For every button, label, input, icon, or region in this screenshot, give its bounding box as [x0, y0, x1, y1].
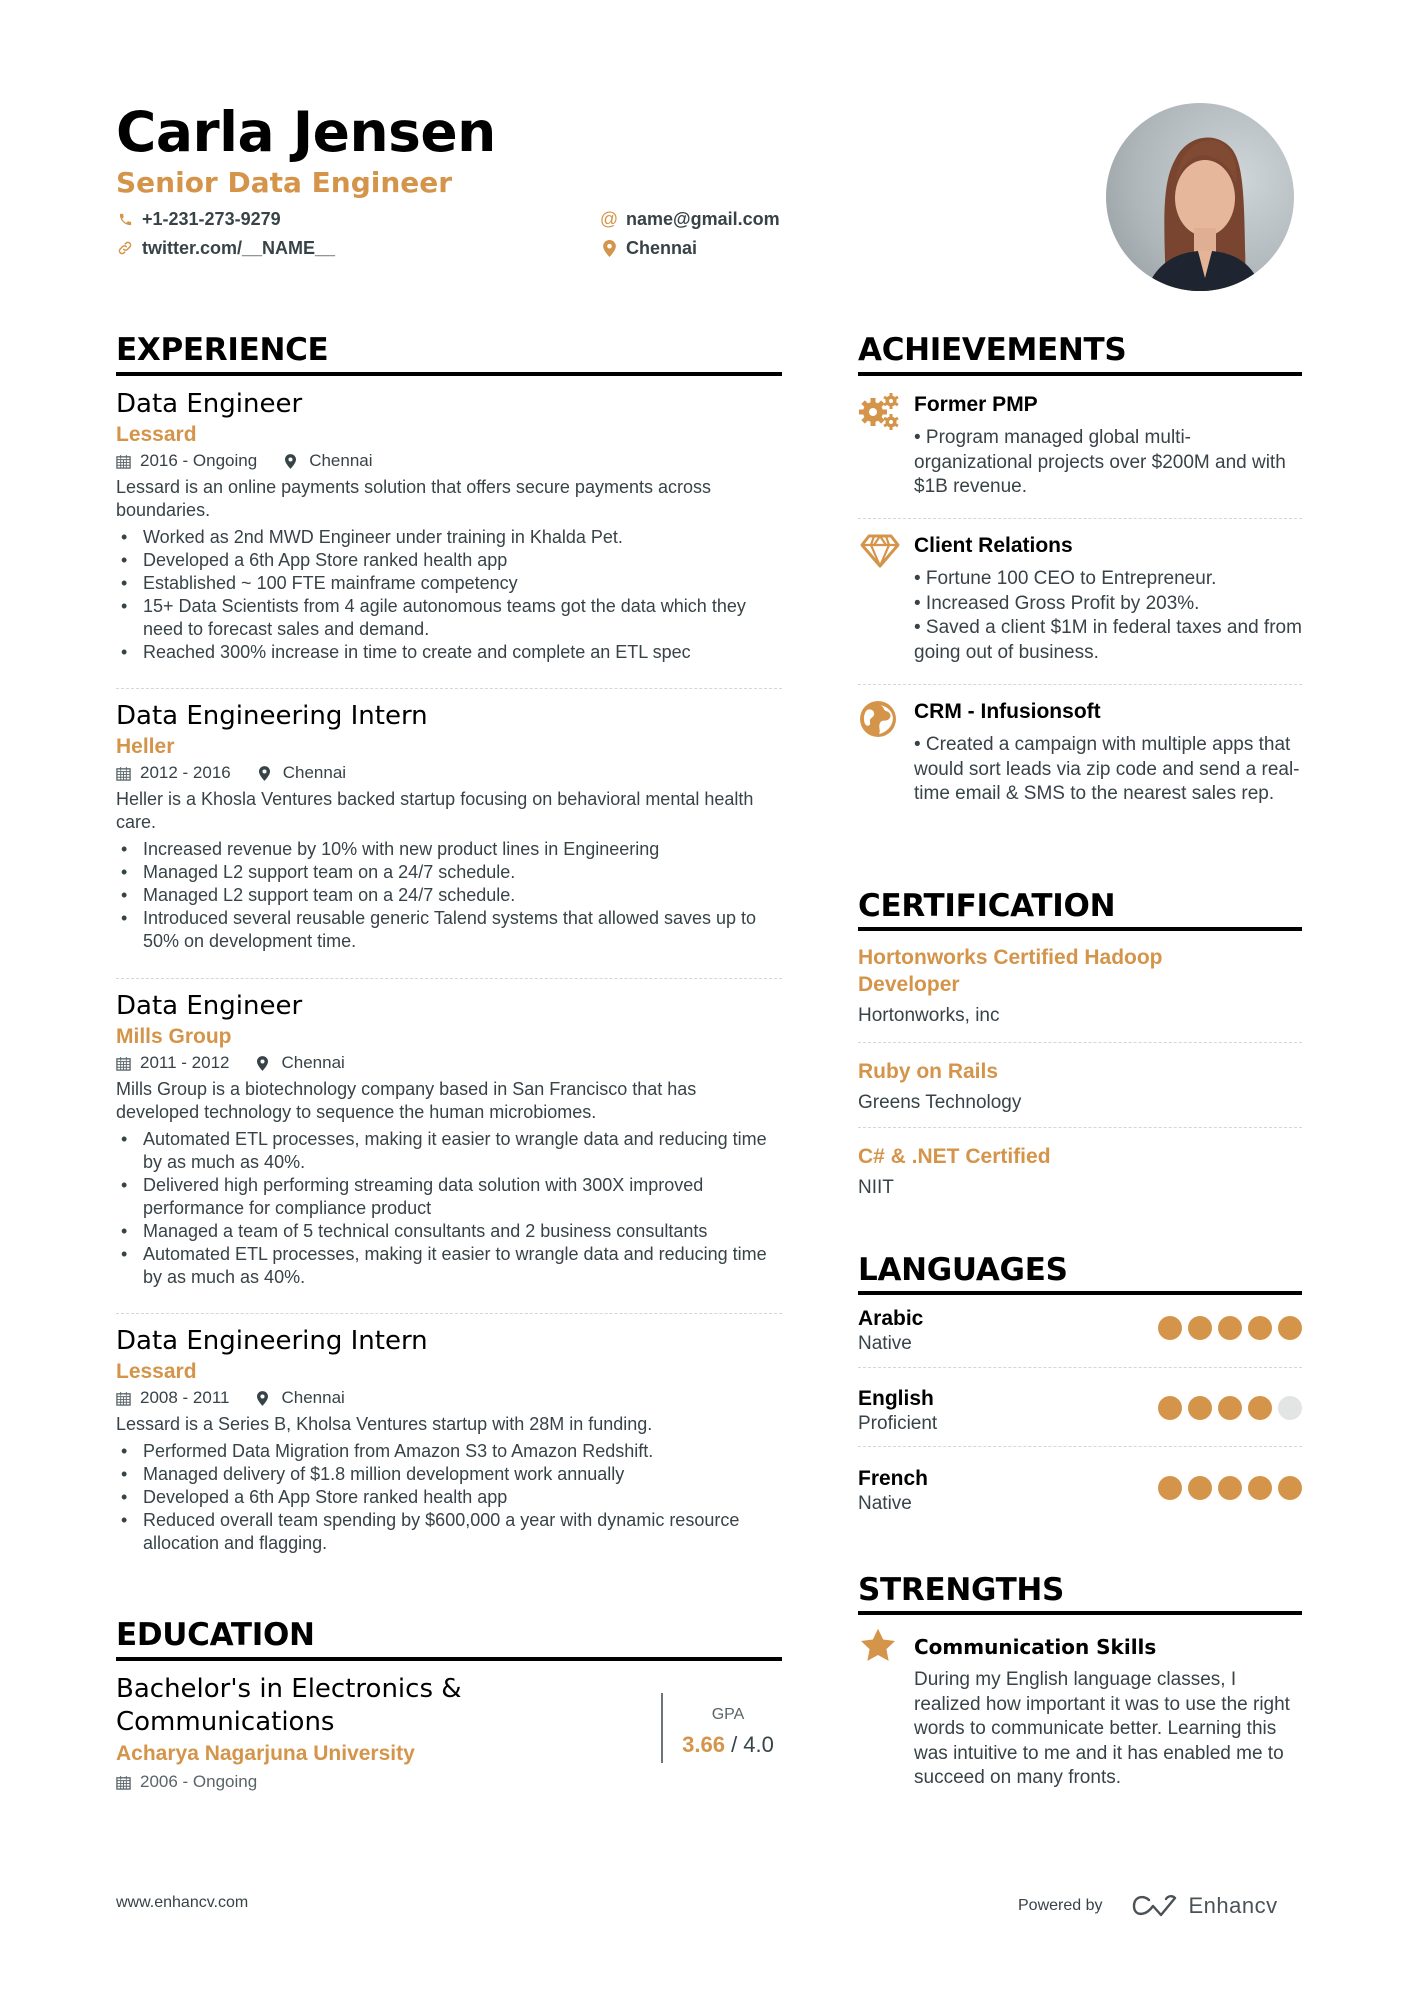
- job-bullets: [116, 526, 782, 664]
- job-role: Data Engineering Intern: [116, 1326, 428, 1356]
- cert-name: Hortonworks Certified Hadoop Developer: [858, 946, 1163, 996]
- section-title-languages: LANGUAGES: [858, 1252, 1068, 1288]
- achievement-item: [858, 699, 1302, 839]
- section-title-achievements: ACHIEVEMENTS: [858, 332, 1127, 368]
- job-location: Chennai: [282, 763, 347, 782]
- divider: [858, 1127, 1302, 1128]
- language-rating: [1158, 1476, 1302, 1500]
- phone-value: +1-231-273-9279: [142, 209, 281, 229]
- rating-dot-filled: [1158, 1396, 1182, 1420]
- certification-item: [858, 1058, 1238, 1115]
- job-bullets: [116, 838, 782, 953]
- email-value: name@gmail.com: [626, 209, 780, 229]
- achievement-line: • Increased Gross Profit by 203%.: [914, 592, 1200, 614]
- edu-school[interactable]: Acharya Nagarjuna University: [116, 1742, 415, 1765]
- footer-powered-by[interactable]: [1018, 1893, 1278, 1919]
- strength-body: During my English language classes, I realized how important it was to use the right words to communicate better. Learning this was intuitive to me and it has enabled me to succeed on many fronts.: [914, 1669, 1290, 1788]
- job-company[interactable]: Lessard: [116, 1360, 197, 1383]
- job-role: Data Engineer: [116, 389, 303, 419]
- rating-dot-filled: [1158, 1316, 1182, 1340]
- cert-issuer: Hortonworks, inc: [858, 1005, 1000, 1026]
- bullet: • Managed a team of 5 technical consultants and 2 business consultants: [116, 1220, 782, 1243]
- gears-icon: [858, 392, 900, 432]
- rating-dot-filled: [1158, 1476, 1182, 1500]
- language-name: French: [858, 1467, 929, 1490]
- cert-name: Ruby on Rails: [858, 1060, 999, 1083]
- cert-name: C# & .NET Certified: [858, 1145, 1051, 1168]
- bullet: • Performed Data Migration from Amazon S3 to Amazon Redshift.: [116, 1440, 782, 1463]
- job-company[interactable]: Heller: [116, 735, 175, 758]
- rating-dot-filled: [1248, 1316, 1272, 1340]
- divider: [858, 1042, 1302, 1043]
- achievement-body: [914, 567, 1302, 665]
- experience-item: [116, 388, 782, 664]
- bullet: • Developed a 6th App Store ranked health app: [116, 549, 782, 572]
- divider: [116, 978, 782, 979]
- calendar-icon: [116, 454, 132, 469]
- divider: [858, 518, 1302, 519]
- experience-item: [116, 700, 782, 953]
- achievement-body: • Created a campaign with multiple apps that would sort leads via zip code and send a real-time email & SMS to the nearest sales rep.: [914, 734, 1300, 804]
- bullet: • Managed L2 support team on a 24/7 schedule.: [116, 861, 782, 884]
- language-name: Arabic: [858, 1307, 924, 1330]
- achievement-line: • Saved a client $1M in federal taxes and from going out of business.: [914, 617, 1302, 663]
- achievement-title: Client Relations: [914, 534, 1073, 557]
- avatar: [1106, 103, 1294, 291]
- edu-dates: 2006 - Ongoing: [140, 1772, 258, 1791]
- language-name: English: [858, 1387, 934, 1410]
- gpa-score: 3.66: [682, 1732, 725, 1757]
- section-rule: [858, 372, 1302, 376]
- language-item: [858, 1466, 1302, 1518]
- achievement-body: • Program managed global multi-organizational projects over $200M and with $1B revenue.: [914, 427, 1286, 497]
- calendar-icon: [116, 1775, 132, 1790]
- bullet: • Reduced overall team spending by $600,000 a year with dynamic resource allocation and flagging.: [116, 1509, 782, 1555]
- strength-item: [858, 1628, 1302, 1818]
- bullet: • Increased revenue by 10% with new product lines in Engineering: [116, 838, 782, 861]
- section-rule: [858, 927, 1302, 931]
- experience-item: [116, 990, 782, 1289]
- candidate-name: Carla Jensen: [116, 100, 496, 164]
- job-location: Chennai: [281, 1388, 345, 1407]
- link-icon: [116, 240, 134, 256]
- gpa-max: / 4.0: [731, 1732, 774, 1757]
- gpa-value: [668, 1732, 788, 1758]
- job-description: Heller is a Khosla Ventures backed startup focusing on behavioral mental health care.: [116, 789, 754, 832]
- job-description: Mills Group is a biotechnology company based in San Francisco that has developed technology to sequence the human microbiomes.: [116, 1079, 697, 1122]
- achievement-item: [858, 533, 1302, 663]
- contact-link[interactable]: [116, 237, 335, 259]
- achievement-title: Former PMP: [914, 393, 1038, 416]
- experience-item: [116, 1325, 782, 1555]
- language-rating: [1158, 1396, 1302, 1420]
- language-rating: [1158, 1316, 1302, 1340]
- rating-dot-filled: [1218, 1476, 1242, 1500]
- edu-meta: [116, 1771, 636, 1793]
- section-title-education: EDUCATION: [116, 1617, 315, 1653]
- language-level: Native: [858, 1493, 912, 1514]
- edu-degree: Bachelor's in Electronics & Communications: [116, 1674, 462, 1737]
- link-value: twitter.com/__NAME__: [142, 238, 336, 258]
- gpa-label: GPA: [711, 1706, 745, 1723]
- globe-icon: [858, 699, 900, 739]
- diamond-icon: [858, 533, 900, 573]
- bullet: • Automated ETL processes, making it easier to wrangle data and reducing time by as much as 40%.: [116, 1128, 782, 1174]
- enhancv-logo-icon: [1131, 1893, 1179, 1919]
- job-role: Data Engineer: [116, 991, 303, 1021]
- location-pin-icon: [600, 240, 618, 257]
- job-dates: 2012 - 2016: [140, 763, 231, 782]
- job-location: Chennai: [309, 451, 373, 470]
- location-pin-icon: [259, 766, 275, 781]
- rating-dot-empty: [1278, 1396, 1302, 1420]
- job-meta: [116, 762, 782, 784]
- powered-by-label: Powered by: [1018, 1897, 1103, 1914]
- calendar-icon: [116, 1391, 132, 1406]
- divider: [858, 1367, 1302, 1368]
- contact-location: [600, 237, 697, 259]
- rating-dot-filled: [1278, 1316, 1302, 1340]
- footer-website-link[interactable]: www.enhancv.com: [116, 1894, 249, 1911]
- achievement-item: [858, 392, 1302, 512]
- bullet: • 15+ Data Scientists from 4 agile autonomous teams got the data which they need to forecast sales and demand.: [116, 595, 782, 641]
- rating-dot-filled: [1218, 1396, 1242, 1420]
- section-rule: [116, 372, 782, 376]
- job-dates: 2016 - Ongoing: [140, 451, 258, 470]
- section-title-strengths: STRENGTHS: [858, 1572, 1065, 1608]
- section-rule: [858, 1611, 1302, 1615]
- location-pin-icon: [285, 454, 301, 469]
- bullet: • Worked as 2nd MWD Engineer under training in Khalda Pet.: [116, 526, 782, 549]
- bullet: • Developed a 6th App Store ranked health app: [116, 1486, 782, 1509]
- rating-dot-filled: [1278, 1476, 1302, 1500]
- language-item: [858, 1386, 1302, 1438]
- profile-photo: [1106, 103, 1294, 291]
- cert-issuer: Greens Technology: [858, 1092, 1022, 1113]
- contact-phone[interactable]: [116, 208, 281, 230]
- divider: [858, 684, 1302, 685]
- section-rule: [116, 1657, 782, 1661]
- education-item: [116, 1673, 636, 1793]
- job-bullets: [116, 1440, 782, 1555]
- rating-dot-filled: [1248, 1476, 1272, 1500]
- star-icon: [860, 1628, 896, 1667]
- gpa-divider: [661, 1693, 663, 1763]
- section-rule: [858, 1291, 1302, 1295]
- language-level: Native: [858, 1333, 912, 1354]
- bullet: • Managed L2 support team on a 24/7 schedule.: [116, 884, 782, 907]
- rating-dot-filled: [1188, 1316, 1212, 1340]
- language-item: [858, 1306, 1302, 1358]
- calendar-icon: [116, 1056, 132, 1071]
- at-icon: @: [599, 209, 619, 229]
- phone-icon: [116, 212, 134, 227]
- job-company[interactable]: Lessard: [116, 423, 197, 446]
- bullet: • Automated ETL processes, making it easier to wrangle data and reducing time by as much as 40%.: [116, 1243, 782, 1289]
- location-pin-icon: [257, 1391, 273, 1406]
- rating-dot-filled: [1218, 1316, 1242, 1340]
- job-meta: [116, 450, 782, 472]
- contact-email[interactable]: [600, 208, 780, 230]
- job-bullets: [116, 1128, 782, 1289]
- bullet: • Managed delivery of $1.8 million development work annually: [116, 1463, 782, 1486]
- divider: [116, 1313, 782, 1314]
- divider: [116, 688, 782, 689]
- achievement-line: • Fortune 100 CEO to Entrepreneur.: [914, 568, 1217, 589]
- bullet: • Delivered high performing streaming data solution with 300X improved performance for compliance product: [116, 1174, 782, 1220]
- bullet: • Reached 300% increase in time to create and complete an ETL spec: [116, 641, 782, 664]
- rating-dot-filled: [1188, 1396, 1212, 1420]
- location-pin-icon: [257, 1056, 273, 1071]
- calendar-icon: [116, 766, 132, 781]
- job-role: Data Engineering Intern: [116, 701, 428, 731]
- job-company[interactable]: Mills Group: [116, 1025, 232, 1048]
- gpa-block: [668, 1706, 788, 1758]
- job-description: Lessard is a Series B, Kholsa Ventures startup with 28M in funding.: [116, 1414, 653, 1434]
- brand-name: Enhancv: [1188, 1893, 1278, 1918]
- certification-item: [858, 1143, 1238, 1200]
- job-meta: [116, 1052, 782, 1074]
- location-value: Chennai: [626, 238, 698, 258]
- rating-dot-filled: [1248, 1396, 1272, 1420]
- bullet: • Introduced several reusable generic Talend systems that allowed saves up to 50% on development time.: [116, 907, 782, 953]
- divider: [858, 1446, 1302, 1447]
- job-meta: [116, 1387, 782, 1409]
- section-title-certification: CERTIFICATION: [858, 888, 1116, 924]
- certification-item: [858, 944, 1238, 1028]
- section-title-experience: EXPERIENCE: [116, 332, 329, 368]
- job-dates: 2008 - 2011: [140, 1388, 230, 1407]
- candidate-title: Senior Data Engineer: [116, 166, 453, 199]
- job-description: Lessard is an online payments solution that offers secure payments across boundaries.: [116, 477, 711, 520]
- strength-title: Communication Skills: [914, 1635, 1157, 1659]
- job-location: Chennai: [281, 1053, 345, 1072]
- cert-issuer: NIIT: [858, 1177, 894, 1198]
- bullet: • Established ~ 100 FTE mainframe competency: [116, 572, 782, 595]
- job-dates: 2011 - 2012: [140, 1053, 230, 1072]
- achievement-title: CRM - Infusionsoft: [914, 700, 1101, 723]
- language-level: Proficient: [858, 1413, 938, 1434]
- rating-dot-filled: [1188, 1476, 1212, 1500]
